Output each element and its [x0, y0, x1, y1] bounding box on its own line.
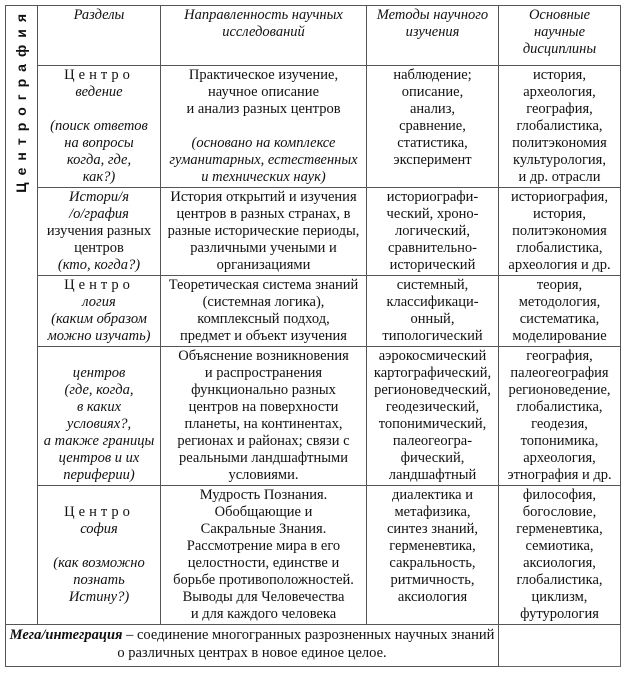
table-row: [6, 276, 621, 347]
method-item: палеогеогра-: [392, 433, 473, 449]
header-disciplines: Основные научные дисциплины: [499, 6, 621, 66]
method-item: аэрокосмический: [378, 348, 487, 364]
section-title-line: /о/графия: [69, 206, 129, 222]
method-item: фический,: [400, 450, 465, 466]
direction-cell: [161, 347, 367, 486]
direction-line: предмет и объект изучения: [180, 328, 347, 344]
method-item: ландшафтный: [388, 467, 477, 483]
method-item: наблюдение;: [393, 67, 472, 83]
footer-line2: о различных центрах в новое единое целое.: [117, 645, 387, 661]
section-question-line: центров и их: [58, 450, 140, 466]
section-title-suffix: ведение: [75, 84, 123, 100]
disciplines-cell: [499, 276, 621, 347]
direction-line: разные исторические периоды,: [167, 223, 360, 239]
method-item: эксперимент: [393, 152, 472, 168]
method-item: типологический: [382, 328, 483, 344]
disciplines-cell: [499, 347, 621, 486]
section-plain-line: центров: [74, 240, 124, 256]
section-question-line: периферии): [63, 467, 135, 483]
disciplines-cell: [499, 188, 621, 276]
section-title-line: Истори/я: [69, 189, 129, 205]
methods-cell: [367, 188, 499, 276]
method-item: системный,: [396, 277, 469, 293]
direction-line: планеты, на континентах,: [184, 416, 343, 432]
discipline-item: философия,: [522, 487, 597, 503]
section-question-line: в каких: [76, 399, 122, 415]
discipline-item: герменевтика,: [516, 521, 603, 537]
section-question-line: центров: [72, 365, 126, 381]
method-item: онный,: [410, 311, 455, 327]
direction-line: различными учеными и: [190, 240, 337, 256]
section-title-prefix: Центро: [64, 67, 134, 83]
footer-line1: соединение многогранных разрозненных научных знаний: [136, 627, 495, 643]
method-item: аксиология: [397, 589, 468, 605]
section-question-line: Истину?): [68, 589, 130, 605]
section-question-line: (как возможно: [53, 555, 145, 571]
discipline-item: культурология,: [513, 152, 606, 168]
direction-line: борьбе противоположностей.: [173, 572, 354, 588]
direction-line: Теоретическая система знаний: [168, 277, 359, 293]
discipline-item: историография,: [511, 189, 608, 205]
section-title-prefix: Центро: [64, 277, 134, 293]
discipline-item: теория,: [536, 277, 583, 293]
method-item: геодезический,: [385, 399, 480, 415]
section-question-line: а также границы: [43, 433, 155, 449]
section-question-line: (каким образом: [51, 311, 147, 327]
section-plain-line: изучения разных: [46, 223, 152, 239]
discipline-item: этнография и др.: [507, 467, 612, 483]
footer-cell: [6, 625, 499, 667]
discipline-item: и др. отрасли: [518, 169, 601, 185]
discipline-item: политэкономия: [512, 135, 607, 151]
section-question-line: (кто, когда?): [57, 257, 141, 273]
direction-line: и анализ разных центров: [186, 101, 341, 117]
side-label: Центрография: [13, 7, 29, 193]
discipline-item: моделирование: [512, 328, 607, 344]
method-item: сравнение,: [399, 118, 466, 134]
method-item: топонимический,: [378, 416, 487, 432]
discipline-item: регионоведение,: [508, 382, 611, 398]
method-item: описание,: [401, 84, 464, 100]
header-row: [6, 6, 621, 66]
discipline-item: археология,: [523, 450, 596, 466]
table-row: [6, 66, 621, 188]
method-item: регионоведческий,: [374, 382, 491, 398]
direction-line: Практическое изучение,: [188, 67, 339, 83]
discipline-item: политэкономия: [512, 223, 607, 239]
direction-line: и для каждого человека: [190, 606, 337, 622]
method-item: ческий, хроно-: [386, 206, 479, 222]
method-item: историографи-: [386, 189, 479, 205]
discipline-item: богословие,: [522, 504, 597, 520]
direction-line: реальными ландшафтными: [179, 450, 348, 466]
direction-line: условиями.: [228, 467, 299, 483]
footer-row: [6, 625, 621, 667]
direction-line: История открытий и изучения: [170, 189, 357, 205]
section-question-line: как?): [82, 169, 116, 185]
method-item: синтез знаний,: [386, 521, 479, 537]
discipline-item: глобалистика,: [516, 240, 603, 256]
methods-cell: [367, 486, 499, 625]
method-item: классификаци-: [386, 294, 479, 310]
discipline-item: археология,: [523, 84, 596, 100]
direction-line: Объяснение возникновения: [178, 348, 349, 364]
direction-cell: [161, 188, 367, 276]
direction-line: организациями: [216, 257, 311, 273]
method-item: сравнительно-: [388, 240, 477, 256]
methods-cell: [367, 347, 499, 486]
discipline-item: палеогеография: [510, 365, 609, 381]
section-question-line: на вопросы: [64, 135, 134, 151]
section-cell: [38, 347, 161, 486]
header-sections: Разделы: [38, 6, 161, 66]
discipline-item: история,: [533, 67, 586, 83]
discipline-item: география,: [526, 101, 593, 117]
discipline-item: семиотика,: [525, 538, 594, 554]
section-question-line: (поиск ответов: [50, 118, 148, 134]
method-item: анализ,: [409, 101, 456, 117]
discipline-item: систематика,: [519, 311, 600, 327]
centrography-table: [5, 5, 621, 667]
section-title-suffix: логия: [82, 294, 116, 310]
direction-cell: [161, 276, 367, 347]
direction-line: центров в разных странах, в: [176, 206, 351, 222]
table-row: [6, 347, 621, 486]
table-row: [6, 486, 621, 625]
method-item: диалектика и: [392, 487, 473, 503]
method-item: герменевтика,: [389, 538, 476, 554]
section-cell: [38, 276, 161, 347]
discipline-item: археология и др.: [508, 257, 611, 273]
discipline-item: футурология: [520, 606, 599, 622]
section-question-line: познать: [73, 572, 125, 588]
header-methods: Методы научного изучения: [367, 6, 499, 66]
method-item: статистика,: [397, 135, 468, 151]
direction-line: (системная логика),: [202, 294, 325, 310]
method-item: исторический: [389, 257, 476, 273]
direction-note-line: гуманитарных, естественных: [169, 152, 358, 168]
footer-term: Мега/интеграция: [9, 627, 123, 643]
direction-note-line: и технических наук): [201, 169, 326, 185]
section-cell: [38, 188, 161, 276]
discipline-item: глобалистика,: [516, 118, 603, 134]
direction-line: функционально разных: [191, 382, 336, 398]
section-question-line: можно изучать): [47, 328, 151, 344]
direction-line: Мудрость Познания.: [199, 487, 328, 503]
method-item: ритмичность,: [390, 572, 475, 588]
direction-line: и распространения: [204, 365, 323, 381]
side-label-cell: [6, 6, 38, 625]
discipline-item: география,: [526, 348, 593, 364]
methods-cell: [367, 66, 499, 188]
section-question-line: (где, когда,: [64, 382, 134, 398]
section-title-prefix: Центро: [64, 504, 134, 520]
methods-cell: [367, 276, 499, 347]
discipline-item: глобалистика,: [516, 399, 603, 415]
discipline-item: топонимика,: [520, 433, 599, 449]
direction-line: научное описание: [207, 84, 320, 100]
table-row: [6, 188, 621, 276]
direction-line: Сакральные Знания.: [200, 521, 327, 537]
header-direction: Направленность научных исследований: [161, 6, 367, 66]
footer-dash: –: [122, 627, 137, 643]
direction-line: комплексный подход,: [197, 311, 330, 327]
discipline-item: история,: [533, 206, 586, 222]
discipline-item: глобалистика,: [516, 572, 603, 588]
direction-line: Выводы для Человечества: [182, 589, 345, 605]
method-item: картографический,: [373, 365, 492, 381]
direction-line: целостности, единстве и: [187, 555, 340, 571]
direction-cell: [161, 66, 367, 188]
direction-line: регионах и районах; связи с: [177, 433, 350, 449]
section-cell: [38, 486, 161, 625]
section-question-line: когда, где,: [66, 152, 132, 168]
disciplines-cell: [499, 486, 621, 625]
method-item: логический,: [395, 223, 470, 239]
method-item: метафизика,: [394, 504, 471, 520]
section-question-line: условиях?,: [66, 416, 132, 432]
direction-cell: [161, 486, 367, 625]
section-title-suffix: софия: [80, 521, 118, 537]
method-item: сакральность,: [389, 555, 476, 571]
discipline-item: методология,: [518, 294, 601, 310]
direction-line: Рассмотрение мира в его: [186, 538, 341, 554]
discipline-item: геодезия,: [531, 416, 588, 432]
discipline-item: аксиология,: [523, 555, 596, 571]
direction-line: Обобщающие и: [214, 504, 313, 520]
section-cell: [38, 66, 161, 188]
direction-note-line: (основано на комплексе: [191, 135, 336, 151]
discipline-item: циклизм,: [531, 589, 588, 605]
direction-line: центров на поверхности: [188, 399, 339, 415]
disciplines-cell: [499, 66, 621, 188]
